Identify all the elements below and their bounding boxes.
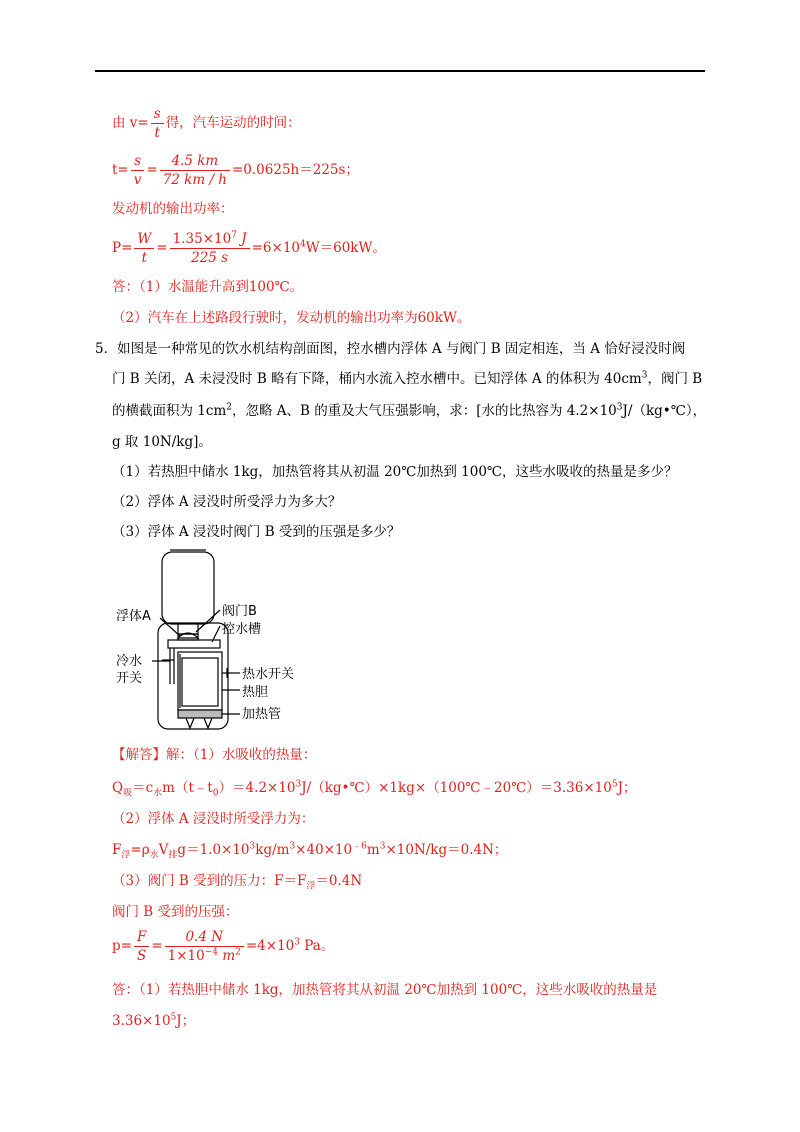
formula-p-line: P= $\frac{W}{t}$ = $\frac{1.35\times 10^7 J}{225 s}$ $=6\times 10^4W=60kW$。 [112, 230, 386, 266]
label-hot-tank: 热胆 [242, 685, 269, 700]
power-label: 发动机的输出功率： [112, 201, 234, 217]
label-float-a: 浮体A [116, 609, 151, 624]
label-valve-b: 阀门B [222, 604, 257, 619]
heat-formula-line: $Q_吸=c_水m(t﹣t_0)=4.2\times 10^3J/(kg•℃)\times 1kg\times(100℃﹣20℃)=3.36\times 10^5J$； [112, 779, 637, 799]
label-hot-switch: 热水开关 [242, 667, 295, 682]
pressure-label: 阀门 B 受到的压强： [112, 904, 239, 920]
water-dispenser-diagram [112, 548, 312, 733]
final-answer-1-cont: $3.36\times 10^5J$； [112, 1012, 196, 1029]
answer-2: （2）汽车在上述路段行驶时，发动机的输出功率为60kW。 [112, 310, 471, 326]
buoyancy-formula-line: $F_浮=\rho_水V_排g=1.0\times 10^3kg/m^3\times 40\times 10^{﹣6}m^3\times 10N/kg=0.4N$； [112, 841, 508, 861]
heater-tube [178, 710, 222, 718]
formula-v-line: 由 v= $\frac{s}{t}$ 得，汽车运动的时间： [112, 106, 301, 141]
problem5-line3: 的横截面积为 $1cm^2$，忽略 A、B 的重及大气压强影响，求：[水的比热容为 $4.2\times 10^3J/(kg•℃)$， [112, 402, 707, 419]
buoyancy-label: （2）浮体 A 浸没时所受浮力为： [112, 811, 315, 827]
question-1: （1）若热胆中储水 1kg，加热管将其从初温 20℃加热到 100℃，这些水吸收的热量是多少？ [112, 464, 678, 480]
label-control-tank: 控水槽 [222, 622, 262, 637]
label-heater: 加热管 [242, 707, 282, 722]
label-cold-2: 开关 [116, 671, 143, 686]
problem5-line2: 门 B 关闭，A 未浸没时 B 略有下降，桶内水流入控水槽中。已知浮体 A 的体积为 $40cm^3$，阀门 B [112, 370, 703, 387]
force-line: （3）阀门 B 受到的压力：$F=F_浮=0.4N$ [112, 873, 363, 892]
question-3: （3）浮体 A 浸没时阀门 B 受到的压强是多少？ [112, 524, 401, 540]
label-cold-1: 冷水 [116, 654, 143, 669]
problem5-line4: g 取 10N/kg]。 [112, 434, 212, 450]
question-2: （2）浮体 A 浸没时所受浮力为多大？ [112, 494, 342, 510]
water-bottle [162, 552, 214, 624]
header-rule [95, 70, 705, 72]
hot-tank [178, 652, 222, 710]
final-answer-1: 答：（1）若热胆中储水 1kg，加热管将其从初温 20℃加热到 100℃，这些水吸收的热量是 [112, 982, 658, 998]
solution-heading: 【解答】解：（1）水吸收的热量： [112, 747, 317, 763]
answer-1: 答：（1）水温能升高到100℃。 [112, 279, 304, 295]
problem5-line1: 5．如图是一种常见的饮水机结构剖面图，控水槽内浮体 A 与阀门 B 固定相连，当 A 恰好浸没时阀 [95, 341, 686, 357]
pressure-formula-line: p= $\frac{F}{S}$ = $\frac{0.4 N}{1\times 10^{-4} m^2}$ $=4\times 10^3$ Pa。 [112, 929, 335, 964]
formula-t-line: t= $\frac{s}{v}$ = $\frac{4.5 km}{72 km / h}$ =0.0625h＝225s； [112, 153, 359, 188]
